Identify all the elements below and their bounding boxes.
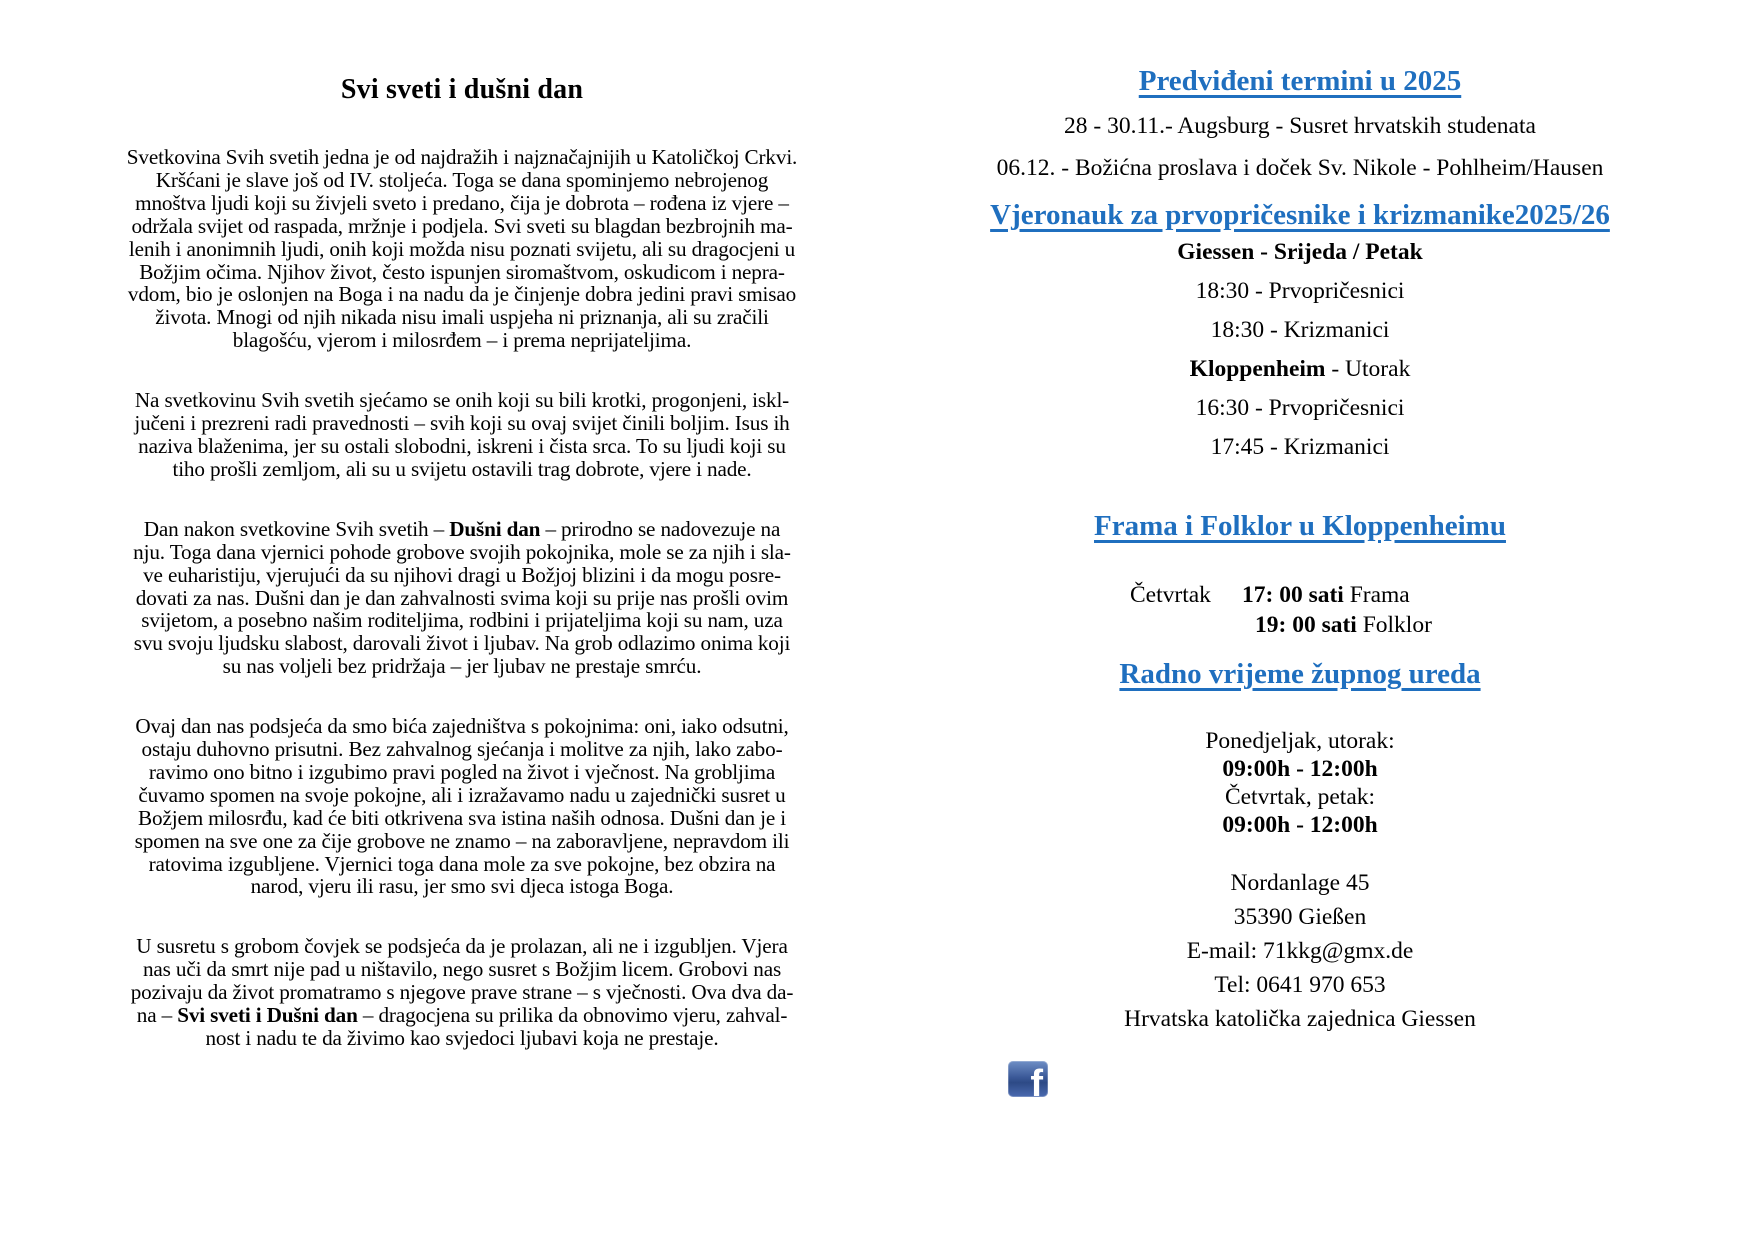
text-line: mnoštva ljudi koji su živjeli sveto i predano, čija je dobrota – rođena iz vjere –: [135, 190, 789, 215]
text-line: ostaju duhovno prisutni. Bez zahvalnog sjećanja i molitve za njih, lako zabo-: [141, 737, 783, 762]
text-line: nost i nadu te da živimo kao svjedoci ljubavi koja ne prestaje.: [205, 1026, 719, 1050]
frama-time: 17: 00 sati: [1242, 582, 1344, 608]
office-hours: [910, 727, 1690, 839]
text-line: Na svetkovinu Svih svetih sjećamo se onih koji su bili krotki, progonjeni, iskl-: [134, 388, 790, 413]
folklor-row: [1255, 611, 1432, 640]
text-line: Kršćani je slave još od IV. stoljeća. Toga se dana spominjemo nebrojenog: [155, 167, 769, 192]
events-list: [910, 112, 1690, 182]
text-fragment: – dragocjena su prilika da obnovimo vjeru, zahval-: [357, 1003, 788, 1028]
contact-email[interactable]: E-mail: 71kkg@gmx.de: [1186, 938, 1414, 964]
frama-schedule: [910, 581, 1690, 643]
text-line: Božjim očima. Njihov život, često ispunjen siromaštvom, oskudicom i nepra-: [139, 259, 785, 284]
text-line: održala svijet od raspada, mržnje i podjela. Svi sveti su blagdan bezbrojnih ma-: [131, 213, 793, 238]
giessen-label: Giessen - Srijeda / Petak: [1177, 239, 1423, 265]
schedule-time: 18:30 - Krizmanici: [1210, 317, 1390, 343]
text-line: Božjem milosrđu, kad će biti otkrivena sva istina naših odnosa. Dušni dan je i: [138, 805, 786, 830]
text-line: spomen na sve one za čije grobove ne znamo – na zaboravljene, nepravdom ili: [134, 828, 790, 853]
office-days: Četvrtak, petak:: [1224, 784, 1376, 810]
article-paragraph-5: [56, 935, 868, 1050]
contact-block: [910, 869, 1690, 1034]
article-title: Svi sveti i dušni dan: [340, 74, 584, 105]
info-column: [910, 62, 1690, 1039]
text-line: lenih i anonimnih ljudi, onih koji možda nisu poznati svijetu, ali su dragocjeni u: [128, 236, 796, 261]
emphasis-dusni-dan: Dušni dan: [449, 516, 541, 541]
text-line: naziva blaženima, jer su ostali slobodni, iskreni i čista srca. To su ljudi koji su: [138, 433, 786, 458]
text-line: nas uči da smrt nije pad u ništavilo, nego susret s Božjim licem. Grobovi nas: [142, 957, 782, 982]
text-line: [56, 1004, 868, 1027]
facebook-glyph: f: [1030, 1063, 1043, 1097]
address-city: 35390 Gießen: [1233, 904, 1367, 930]
text-line: Ovaj dan nas podsjeća da smo bića zajedništva s pokojnima: oni, iako odsutni,: [135, 714, 789, 739]
text-line: čuvamo spomen na svoje pokojne, ali i izražavamo nadu u zajednički susret u: [138, 782, 786, 807]
text-line: dovati za nas. Dušni dan je dan zahvalnosti svima koji su prije nas prošli ovim: [135, 585, 789, 610]
text-line: Svetkovina Svih svetih jedna je od najdražih i najznačajnijih u Katoličkoj Crkvi.: [126, 145, 798, 169]
events-heading: Predviđeni termini u 2025: [1138, 65, 1462, 97]
text-line: vdom, bio je oslonjen na Boga i na nadu da je činjenje dobra jedini pravi smisao: [127, 282, 797, 307]
text-line: su nas voljeli bez pridržaja – jer ljubav ne prestaje smrću.: [222, 654, 702, 679]
text-line: svu svoju ljudsku slabost, darovali život i ljubav. Na grob odlazimo onima koji: [133, 631, 791, 656]
text-line: U susretu s grobom čovjek se podsjeća da je prolazan, ali ne i izgubljen. Vjera: [136, 934, 788, 959]
frama-heading: Frama i Folklor u Kloppenheimu: [1094, 510, 1506, 542]
schedule-time: 17:45 - Krizmanici: [1210, 434, 1390, 460]
article-column: [56, 72, 868, 1087]
emphasis-svi-sveti-dusni-dan: Svi sveti i Dušni dan: [177, 1003, 358, 1028]
text-line: jučeni i prezreni radi pravednosti – svih koji su ovaj svijet činili boljim. Isus ih: [134, 411, 790, 436]
event-item: 28 - 30.11.- Augsburg - Susret hrvatskih studenata: [1064, 113, 1536, 139]
office-hours-heading: Radno vrijeme župnog ureda: [1119, 658, 1481, 690]
text-line: nju. Toga dana vjernici pohode grobove svojih pokojnika, mole se za njih i sla-: [133, 539, 791, 564]
kloppenheim-day: - Utorak: [1325, 356, 1411, 382]
office-time: 09:00h - 12:00h: [1222, 812, 1378, 838]
text-line: tiho prošli zemljom, ali su u svijetu ostavili trag dobrote, vjere i nade.: [172, 456, 752, 481]
kloppenheim-place: Kloppenheim: [1189, 356, 1326, 382]
text-line: ravimo ono bitno i izgubimo pravi pogled na život i vječnost. Na grobljima: [148, 759, 776, 784]
folklor-activity: Folklor: [1356, 612, 1432, 638]
article-paragraph-4: [56, 715, 868, 898]
catechism-schedule: [910, 238, 1690, 461]
text-fragment: Dan nakon svetkovine Svih svetih –: [143, 516, 450, 541]
catechism-heading: Vjeronauk za prvopričesnike i krizmanike2025/26: [990, 199, 1610, 231]
kloppenheim-label: [910, 355, 1690, 383]
organization-name: Hrvatska katolička zajednica Giessen: [1124, 1006, 1476, 1032]
text-line: blagošću, vjerom i milosrđem – i prema neprijateljima.: [232, 328, 692, 353]
folklor-time: 19: 00 sati: [1255, 612, 1357, 638]
text-line: ve euharistiju, vjerujući da su njihovi dragi u Božjoj blizini i da mogu posre-: [143, 562, 781, 587]
address-street: Nordanlage 45: [1230, 870, 1370, 896]
office-days: Ponedjeljak, utorak:: [1205, 728, 1395, 754]
text-line: narod, vjeru ili rasu, jer smo svi djeca istoga Boga.: [250, 874, 674, 899]
article-paragraph-3: [56, 518, 868, 678]
office-time: 09:00h - 12:00h: [1222, 756, 1378, 782]
frama-day: Četvrtak: [1130, 582, 1211, 608]
frama-activity: Frama: [1343, 582, 1410, 608]
text-line: života. Mnogi od njih nikada nisu imali uspjeha ni priznanja, ali su zračili: [155, 305, 769, 330]
text-line: svijetom, a posebno našim roditeljima, rodbini i prijateljima koji su nam, uza: [141, 608, 783, 633]
text-fragment: – prirodno se nadovezuje na: [540, 516, 781, 541]
facebook-icon[interactable]: [1008, 1061, 1048, 1097]
text-line: [56, 518, 868, 541]
text-line: pozivaju da život promatramo s njegove prave strane – s vječnosti. Ova dva da-: [130, 980, 794, 1005]
schedule-time: 18:30 - Prvopričesnici: [1195, 278, 1405, 304]
text-fragment: na –: [136, 1003, 178, 1028]
event-item: 06.12. - Božićna proslava i doček Sv. Nikole - Pohlheim/Hausen: [996, 155, 1604, 181]
schedule-time: 16:30 - Prvopričesnici: [1195, 395, 1405, 421]
contact-phone: Tel: 0641 970 653: [1214, 972, 1386, 998]
frama-row: [1130, 581, 1410, 610]
article-paragraph-1: [56, 146, 868, 352]
text-line: ratovima izgubljene. Vjernici toga dana mole za sve pokojne, bez obzira na: [148, 851, 776, 876]
article-paragraph-2: [56, 389, 868, 481]
